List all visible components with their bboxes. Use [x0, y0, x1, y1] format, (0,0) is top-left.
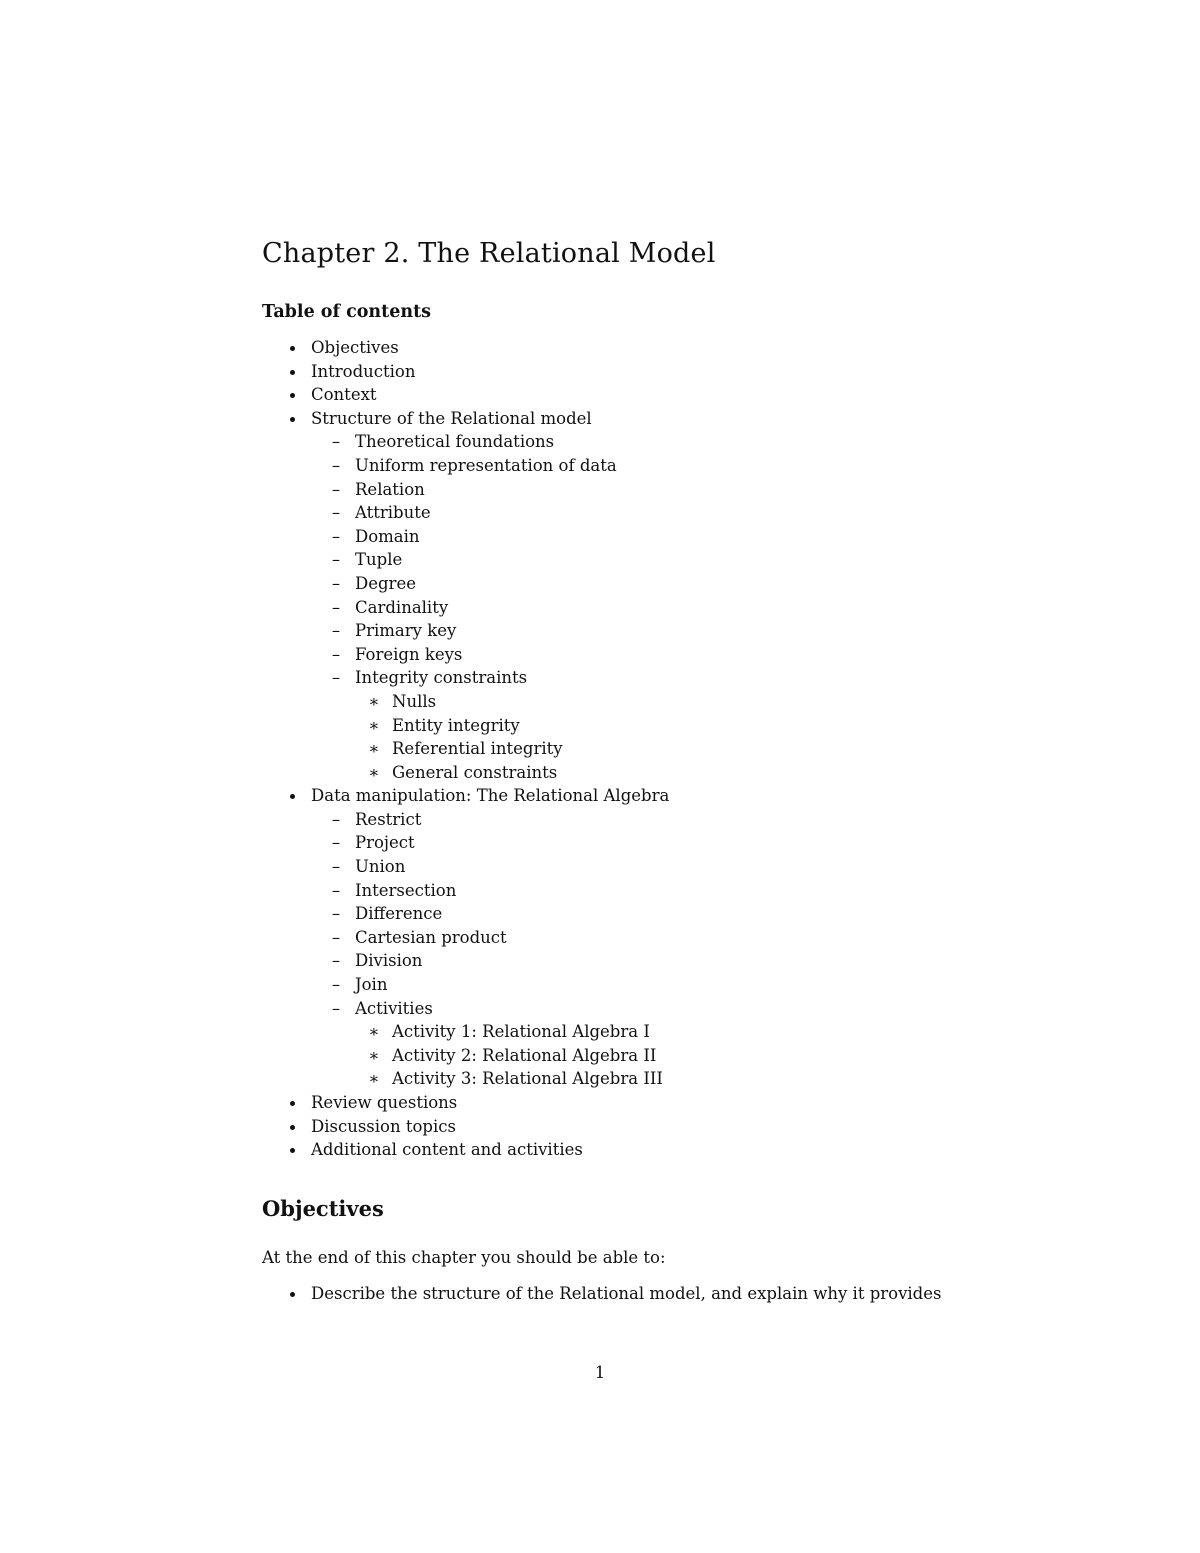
- dash-marker: –: [331, 975, 341, 995]
- bullet-icon: [284, 1282, 300, 1306]
- dash-marker: –: [331, 927, 341, 947]
- asterisk-marker: ∗: [368, 739, 380, 759]
- objectives-intro: At the end of this chapter you should be able to:: [262, 1248, 666, 1267]
- bullet-icon: [284, 1091, 300, 1115]
- toc-item-label: Activity 1: Relational Algebra I: [392, 1022, 650, 1042]
- dash-marker: –: [331, 644, 341, 664]
- toc-item-label: Intersection: [355, 880, 457, 900]
- toc-item-label: Union: [355, 857, 406, 877]
- toc-item-label: Context: [311, 385, 377, 405]
- toc-item-label: Domain: [355, 526, 420, 546]
- toc-item-label: Attribute: [355, 503, 431, 523]
- dash-marker: –: [331, 668, 341, 688]
- asterisk-marker: ∗: [368, 715, 380, 735]
- toc-item-label: Structure of the Relational model: [311, 408, 592, 428]
- toc-item-label: General constraints: [392, 762, 558, 782]
- bullet-icon: [284, 360, 300, 384]
- toc-item-label: Review questions: [311, 1093, 458, 1112]
- asterisk-marker: ∗: [368, 1069, 380, 1089]
- bullet-icon: [284, 383, 300, 407]
- toc-item-label: Activities: [355, 998, 433, 1018]
- toc-item-label: Tuple: [355, 550, 403, 570]
- bullet-icon: [284, 784, 300, 808]
- bullet-icon: [284, 336, 300, 360]
- dash-marker: –: [331, 621, 341, 641]
- toc-item-label: Objectives: [311, 338, 399, 357]
- dash-marker: –: [331, 550, 341, 570]
- toc-item-label: Activity 3: Relational Algebra III: [392, 1069, 663, 1089]
- toc-item-label: Referential integrity: [392, 739, 563, 759]
- chapter-title: Chapter 2. The Relational Model: [262, 238, 716, 269]
- toc-item-label: Theoretical foundations: [355, 432, 555, 452]
- toc-item-label: Integrity constraints: [355, 668, 528, 688]
- dash-marker: –: [331, 951, 341, 971]
- page-number: 1: [594, 1363, 606, 1382]
- toc-item-label: Relation: [355, 479, 425, 499]
- toc-item-label: Data manipulation: The Relational Algebra: [311, 786, 670, 806]
- bullet-icon: [284, 1138, 300, 1162]
- bullet-icon: [284, 407, 300, 431]
- dash-marker: –: [331, 904, 341, 924]
- toc-item-label: Degree: [355, 573, 416, 593]
- objective-item-label: Describe the structure of the Relational model, and explain why it provides: [311, 1284, 942, 1303]
- toc-item-label: Primary key: [355, 621, 457, 641]
- toc-item-label: Cartesian product: [355, 927, 507, 947]
- dash-marker: –: [331, 526, 341, 546]
- toc-item-label: Nulls: [392, 691, 437, 711]
- toc-item-label: Cardinality: [355, 597, 449, 617]
- toc-item-label: Uniform representation of data: [355, 455, 617, 475]
- toc-item-label: Discussion topics: [311, 1116, 456, 1136]
- toc-item-label: Introduction: [311, 361, 416, 381]
- toc-item-label: Foreign keys: [355, 644, 463, 664]
- objectives-heading: Objectives: [262, 1196, 384, 1221]
- asterisk-marker: ∗: [368, 1045, 380, 1065]
- toc-item-label: Additional content and activities: [311, 1140, 583, 1160]
- asterisk-marker: ∗: [368, 1022, 380, 1042]
- dash-marker: –: [331, 455, 341, 475]
- asterisk-marker: ∗: [368, 691, 380, 711]
- toc-item-label: Project: [355, 833, 415, 853]
- dash-marker: –: [331, 857, 341, 877]
- dash-marker: –: [331, 880, 341, 900]
- toc-item-label: Join: [355, 975, 388, 995]
- toc-item-label: Division: [355, 951, 423, 971]
- bullet-icon: [284, 1115, 300, 1139]
- dash-marker: –: [331, 833, 341, 853]
- toc-item-label: Entity integrity: [392, 715, 520, 735]
- dash-marker: –: [331, 597, 341, 617]
- dash-marker: –: [331, 573, 341, 593]
- toc-item-label: Activity 2: Relational Algebra II: [392, 1045, 657, 1065]
- dash-marker: –: [331, 998, 341, 1018]
- toc-item-label: Difference: [355, 904, 443, 924]
- dash-marker: –: [331, 503, 341, 523]
- dash-marker: –: [331, 809, 341, 829]
- toc-item-label: Restrict: [355, 809, 422, 829]
- asterisk-marker: ∗: [368, 762, 380, 782]
- toc-heading: Table of contents: [262, 302, 432, 322]
- dash-marker: –: [331, 479, 341, 499]
- dash-marker: –: [331, 432, 341, 452]
